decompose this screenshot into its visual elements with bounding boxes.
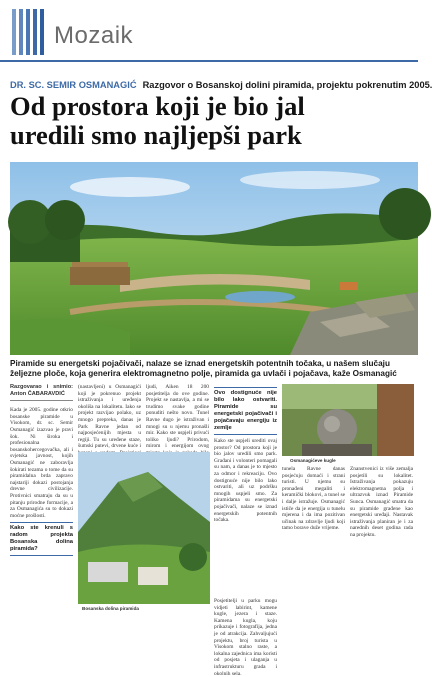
body-column-2 bbox=[78, 384, 141, 450]
body-column-1 bbox=[10, 384, 73, 614]
section-logo-bars bbox=[12, 9, 46, 55]
photo-caption-spheres: Osmanagićeve kugle bbox=[290, 458, 336, 463]
article-kicker bbox=[10, 80, 432, 90]
photo-caption-valley: Bosanska dolina piramida bbox=[82, 606, 139, 611]
body-column-5 bbox=[282, 466, 345, 614]
body-column-4 bbox=[214, 384, 277, 594]
headline-line-2: uredili smo najljepši park bbox=[10, 120, 302, 150]
body-column-7 bbox=[214, 598, 277, 677]
author-name: DR. SC. SEMIR OSMANAGIĆ bbox=[10, 80, 137, 90]
body-column-6 bbox=[350, 466, 413, 614]
stone-spheres-photo bbox=[282, 384, 414, 456]
header-divider bbox=[0, 60, 418, 62]
interview-question: Kako ste krenuli s radom projekta Bosanska dolina piramida? bbox=[10, 522, 73, 556]
headline-line-1: Od prostora koji je bio jal bbox=[10, 91, 305, 121]
article-lead: Piramide su energetski pojačivači, nalaze se iznad energetskih potentnih točaka, u našem slučaju željezne ploče, koja generira elektromagnetno polje, piramida ga uvlači i pojačava, kaže Osmanagić bbox=[10, 359, 397, 379]
column-text: Znanstvenici iz više zemalja posjetili su lokalitet. Istraživanja pokazuju elektromagnetna polja i ultrazvuk iznad Piramide Sunca. Osmanagić smatra da su piramide građene kao energetski uređaji. Nastavak istraživanja planiran je i za narednih deset godina rada na projektu. bbox=[350, 466, 413, 538]
column-text: ljudi, Aiken 18 200 posjetitelja do ove godine. Projekt se nastavlja, a mi se trudimo svake godine ponuditi nešto novo. Tunel Ravne dugo je istraživan i mnogi su u njemu pronašli mir. Kako ste uspjeli privući toliko ljudi? Prirodom, mirom i energijom ovog bbox=[146, 384, 209, 450]
byline: Razgovarao i snimio: Anton ČABARAVDIĆ bbox=[10, 384, 73, 401]
column-text: Posjetitelji u parku mogu vidjeti labirint, kamene kugle, jezera i staze. Kamena kugla, koju prikazuje i fotografija, jedna je od atrakcija. Zahvaljujući projektu, broj turista u Visokom stalno raste, a lokalna zajednica ima koristi od posjeta i ulaganja u infrastrukturu grada i okolnih sela. bbox=[214, 598, 277, 677]
column-text: tunela Ravne danas posjećuju domaći i strani turisti. U njemu su pronađeni megaliti i keramički blokovi, a tunel se i dalje istražuje. Osmanagić ističe da je energija u tunelu mjerena i da ima pozitivan učinak na zdravlje ljudi koji tamo borave duže vrijeme. bbox=[282, 466, 345, 532]
pyramid-mountain-photo bbox=[78, 452, 210, 604]
column-text: Kako ste uspjeli urediti ovaj prostor? Od prostora koji je bio jalov uredili smo park. Građani i volonteri pomagali su nam, a danas je to mjesto za odmor i rekreaciju. Ovo dostignuće nije bilo lako ostvariti, ali uz podršku mnogih uspjeli smo. Za piramidama su energetski pojačivači, nalaze se iznad energetskih potentnih točaka. bbox=[214, 438, 277, 524]
pull-quote: Ovo dostignuće nije bilo lako ostvariti. Piramide su energetski pojačivači i pojačavaju energiju iz zemlje bbox=[214, 387, 277, 435]
column-text: Kada je 2005. godine otkrio bosanske piramide u Visokom, dr. sc. Semir Osmanagić izazvao je pravi šok. Ni široka i profesionalna bosanskohercegovačka, ali i svjetska javnost, kojih Osmanagić ne zaboravlja šokirati tezama o tome da su piramidalna brda zapravo najstariji dokazi postojanja drevne civilizacije. Protivnici smatraju da su u pitanju prirodne formacije, a za Osmanagića su to dokazi moćne prošlosti. bbox=[10, 407, 73, 519]
headline bbox=[10, 92, 418, 158]
column-text: (nastavljeni) u Osmanagići koji je pokrenuo projekt istraživanja i uređenja okoliša na lokalitetu. Iako se projekt razvijao polako, uz mnogo prepreka, danas je Park Ravne jedan od najposjećenijih mjesta u regiji. Tu su uređene staze, šumski putevi, drvene kuće i bbox=[78, 384, 141, 450]
body-column-3 bbox=[146, 384, 209, 450]
section-title: Mozaik bbox=[54, 22, 134, 49]
main-photo-park bbox=[10, 162, 418, 355]
article-subtitle: Razgovor o Bosanskoj dolini piramida, projektu pokrenutim 2005. bbox=[142, 80, 432, 90]
